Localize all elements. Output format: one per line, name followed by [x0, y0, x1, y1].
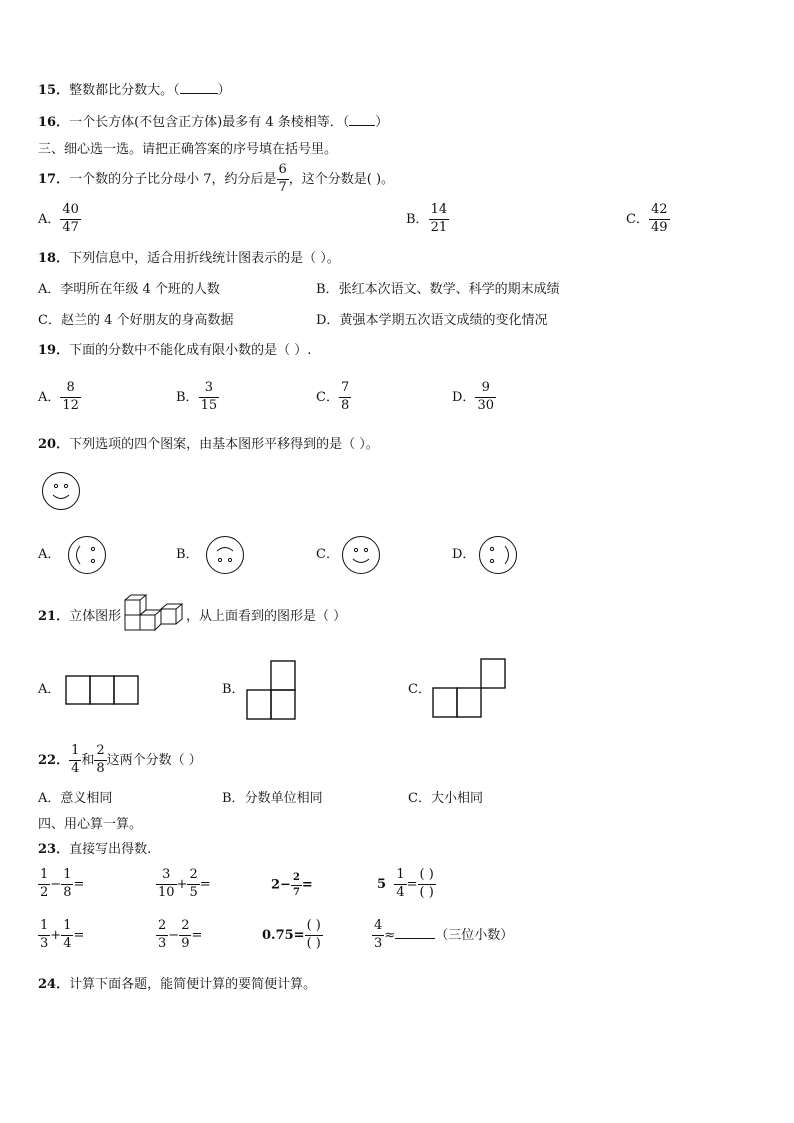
question-number: 18． [38, 251, 70, 266]
question-number: 17． [38, 171, 70, 187]
q20-option-a-label[interactable]: A． [38, 547, 61, 562]
q17-option-b[interactable] [406, 203, 449, 236]
section-4-title: 四、用心算一算。 [38, 817, 143, 832]
option-text: 张红本次语文、数学、科学的期末成绩 [338, 282, 560, 297]
question-16 [38, 116, 388, 129]
q20-option-b-label[interactable]: B． [176, 547, 199, 562]
question-text: 一个长方体(不包含正方体)最多有 4 条棱相等．（ [69, 115, 350, 130]
question-22 [38, 744, 202, 777]
option-label: C． [38, 313, 61, 328]
q17-option-a[interactable] [38, 203, 81, 236]
option-text: 黄强本学期五次语文成绩的变化情况 [339, 313, 548, 328]
upside-down-smiley-icon[interactable] [205, 535, 245, 575]
question-21-suffix: ，从上面看到的图形是（ ） [186, 609, 347, 624]
upright-smiley-icon[interactable] [341, 535, 381, 575]
solid-figure-icon [124, 595, 186, 637]
option-text: 意义相同 [60, 791, 113, 806]
fraction: $\frac{14}{21}$ [430, 202, 448, 235]
question-15 [38, 84, 231, 97]
q18-option-a[interactable] [38, 283, 220, 296]
q21-option-b-label[interactable]: B． [222, 682, 245, 697]
answer-fraction-blank[interactable]: $\frac{( )}{( )}$ [306, 918, 321, 951]
question-19 [38, 344, 311, 357]
calc-expression-4: 5 $\frac{1}{4}$ = $\frac{( )}{( )}$ [377, 867, 434, 900]
question-21-prefix [38, 610, 121, 623]
question-text: 整数都比分数大。（ [69, 83, 180, 98]
q19-option-c[interactable] [316, 381, 351, 414]
q21-option-c-label[interactable]: C． [408, 682, 431, 697]
option-label: B． [406, 211, 429, 227]
fraction: $\frac{42}{49}$ [650, 202, 668, 235]
q22-option-c[interactable] [408, 792, 483, 805]
answer-fraction-blank[interactable]: $\frac{( )}{( )}$ [419, 867, 434, 900]
option-label: D． [452, 389, 476, 405]
question-text: 下列选项的四个图案，由基本图形平移得到的是（ ）。 [69, 437, 379, 452]
question-number: 22． [38, 752, 70, 768]
fraction: $\frac{8}{12}$ [62, 380, 79, 413]
q18-option-c[interactable] [38, 314, 234, 327]
question-text: 一个数的分子比分母小 7，约分后是 [69, 171, 277, 187]
question-text: 下列信息中，适合用折线统计图表示的是（ ）。 [69, 251, 340, 266]
question-number: 16． [38, 115, 70, 130]
calc-expression-8: $\frac{4}{3}$ ≈ （三位小数） [374, 918, 514, 951]
calc-expression-7: 0.75= $\frac{( )}{( )}$ [262, 918, 321, 951]
q22-option-b[interactable] [222, 792, 323, 805]
option-text: 李明所在年级 4 个班的人数 [60, 282, 220, 297]
option-text: 分数单位相同 [244, 791, 323, 806]
calc-expression-5: $\frac{1}{3}$ + $\frac{1}{4}$ = [40, 918, 85, 951]
calc-expression-1: $\frac{1}{2}$ − $\frac{1}{8}$ = [40, 867, 85, 900]
fraction: $\frac{1}{4}$ [71, 743, 80, 776]
question-text: 立体图形 [69, 609, 122, 624]
option-label: B． [222, 791, 245, 806]
question-20 [38, 438, 379, 451]
rotated-smiley-left-icon[interactable] [67, 535, 107, 575]
q21-option-a-label[interactable]: A． [38, 682, 61, 697]
option-label: A． [38, 389, 61, 405]
q19-option-b[interactable] [176, 381, 219, 414]
step-shape-squares-icon[interactable] [432, 658, 506, 720]
l-shape-squares-icon[interactable] [246, 660, 296, 720]
calc-expression-2: $\frac{3}{10}$ + $\frac{2}{5}$ = [158, 867, 211, 900]
question-text: ，这个分数是( )。 [288, 171, 395, 187]
question-number: 21． [38, 609, 70, 624]
question-text: 这两个分数（ ） [106, 752, 202, 768]
q19-option-d[interactable] [452, 381, 496, 414]
fraction: $\frac{7}{8}$ [340, 380, 350, 413]
option-text: 大小相同 [430, 791, 483, 806]
option-text: 赵兰的 4 个好朋友的身高数据 [60, 313, 234, 328]
option-label: A． [38, 211, 61, 227]
option-label: B． [176, 389, 199, 405]
q17-option-c[interactable] [626, 203, 670, 236]
fraction: $\frac{9}{30}$ [477, 380, 494, 413]
fraction: $\frac{40}{47}$ [62, 202, 79, 235]
rotated-smiley-right-icon[interactable] [478, 535, 518, 575]
question-17 [38, 163, 394, 196]
fraction: $\frac{2}{8}$ [96, 743, 105, 776]
three-squares-row-icon[interactable] [65, 675, 139, 705]
question-text: 计算下面各题，能简便计算的要简便计算。 [69, 977, 317, 992]
answer-blank[interactable] [395, 938, 435, 939]
bracket: ） [375, 115, 389, 130]
q19-option-a[interactable] [38, 381, 81, 414]
q20-option-d-label[interactable]: D． [452, 547, 476, 562]
question-text: 下面的分数中不能化成有限小数的是（ ）. [69, 343, 312, 358]
question-number: 24． [38, 977, 70, 992]
option-label: C． [316, 389, 339, 405]
q20-option-c-label[interactable]: C． [316, 547, 339, 562]
connector-text: 和 [81, 752, 95, 768]
question-18 [38, 252, 340, 265]
bracket: ） [217, 83, 231, 98]
q18-option-b[interactable] [316, 283, 560, 296]
question-number: 23． [38, 842, 70, 857]
question-23 [38, 843, 151, 856]
option-label: C． [408, 791, 431, 806]
option-label: A． [38, 282, 61, 297]
q22-option-a[interactable] [38, 792, 112, 805]
calc-expression-6: $\frac{2}{3}$ − $\frac{2}{9}$ = [158, 918, 203, 951]
question-number: 19． [38, 343, 70, 358]
answer-blank[interactable] [349, 125, 375, 126]
option-label: A． [38, 791, 61, 806]
fraction: $\frac{3}{15}$ [200, 380, 218, 413]
question-number: 15． [38, 83, 70, 98]
option-label: D． [316, 313, 340, 328]
question-number: 20． [38, 437, 70, 452]
answer-blank[interactable] [180, 93, 218, 94]
question-24 [38, 978, 316, 991]
calc-expression-3: 2− $\frac{2}{7}$ = [271, 872, 313, 898]
q18-option-d[interactable] [316, 314, 547, 327]
option-label: C． [626, 211, 649, 227]
fraction: $\frac{6}{7}$ [278, 162, 287, 195]
section-3-title: 三、细心选一选。请把正确答案的序号填在括号里。 [38, 142, 338, 157]
option-label: B． [316, 282, 339, 297]
base-smiley-icon [41, 471, 81, 511]
question-text: 直接写出得数. [69, 842, 152, 857]
